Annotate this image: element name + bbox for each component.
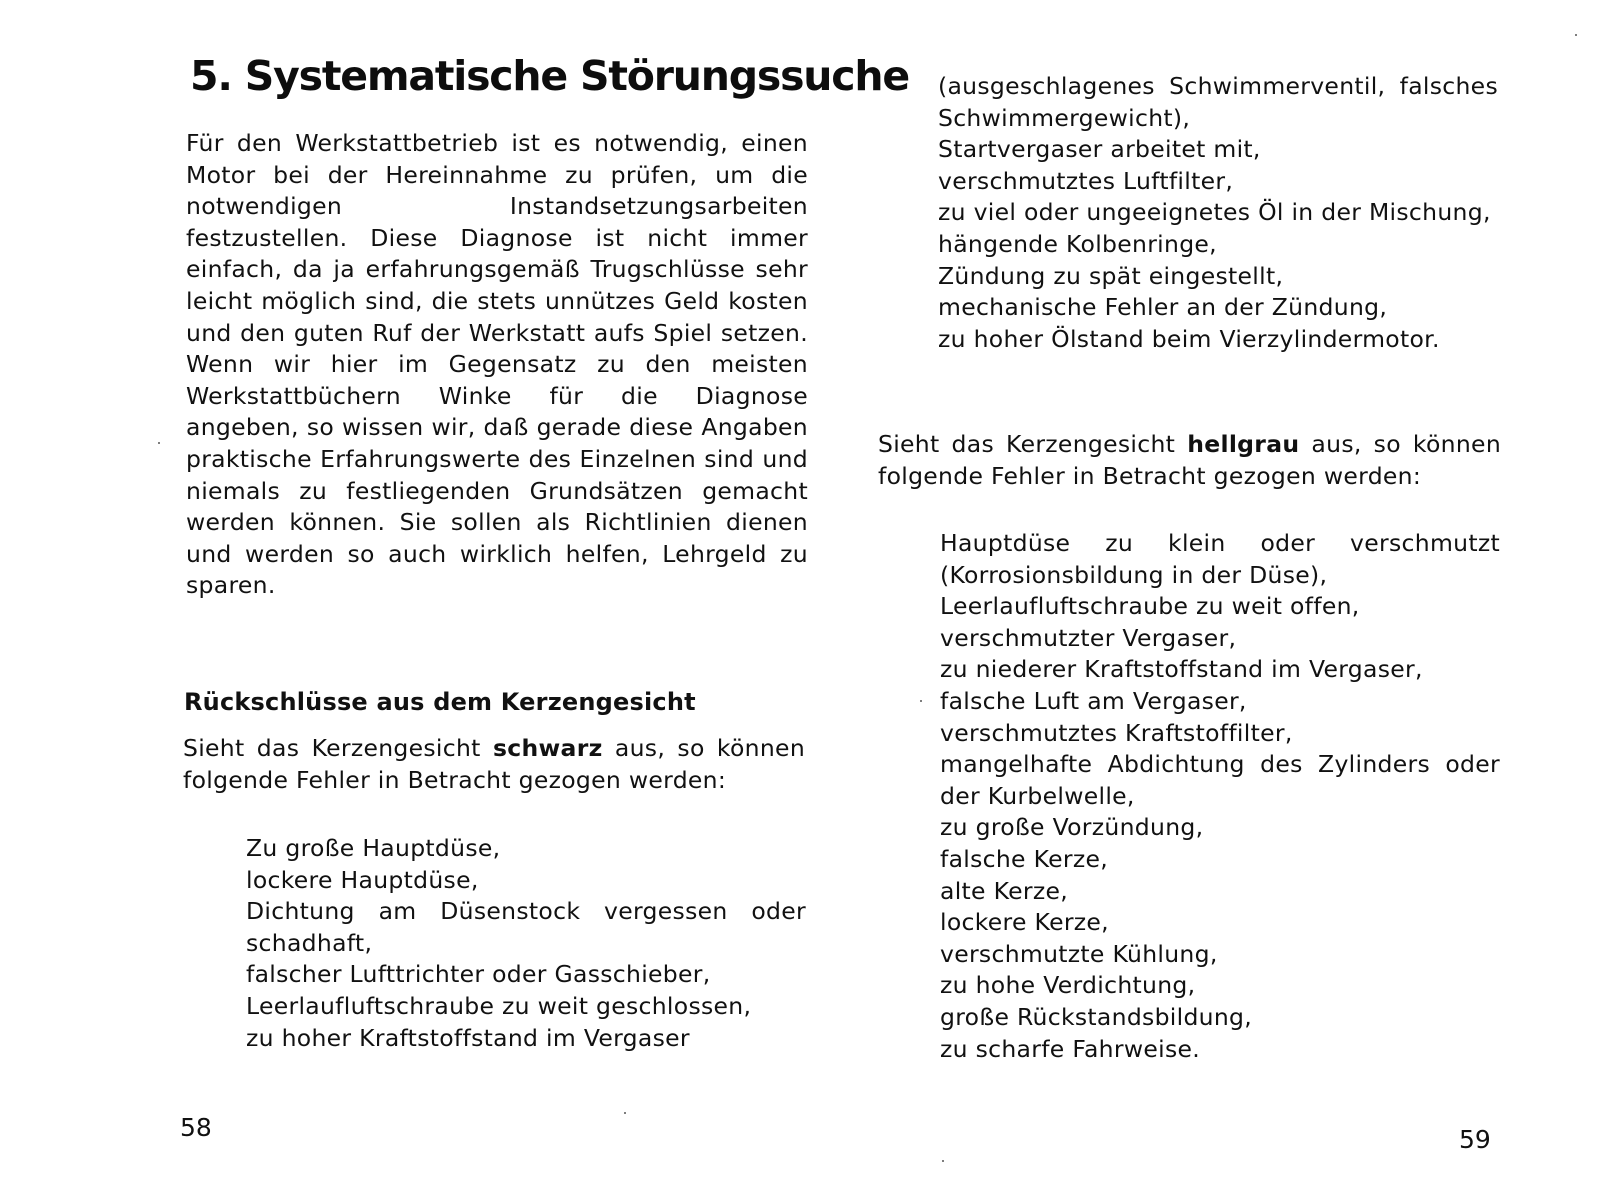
list-item: zu hohe Verdichtung,: [940, 971, 1196, 1000]
scan-speck: [158, 442, 160, 444]
list-item: Zündung zu spät eingestellt,: [938, 261, 1284, 290]
list-item: verschmutztes Kraftstoffilter,: [940, 718, 1293, 747]
grey-plug-paragraph: [878, 429, 1501, 492]
grey-keyword: hellgrau: [1187, 430, 1300, 458]
list-item: falsche Luft am Vergaser,: [940, 686, 1247, 715]
list-item: Dichtung am Düsenstock vergessen oder schadhaft,: [246, 897, 806, 957]
list-item: zu hoher Kraftstoffstand im Vergaser: [246, 1023, 690, 1052]
black-plug-paragraph: [183, 733, 805, 796]
list-item: große Rückstandsbildung,: [940, 1002, 1253, 1031]
list-item: zu scharfe Fahrweise.: [940, 1034, 1201, 1063]
list-item: verschmutzter Vergaser,: [940, 623, 1237, 652]
list-item: falsche Kerze,: [940, 844, 1109, 873]
black-fault-list: [246, 833, 806, 1054]
black-para-lead: Sieht das Kerzengesicht: [183, 734, 493, 762]
list-item: verschmutztes Luftfilter,: [938, 166, 1234, 195]
scan-speck: [1575, 34, 1577, 36]
scan-speck: [920, 700, 922, 702]
list-item: (ausgeschlagenes Schwimmerventil, falsches Schwimmergewicht),: [938, 72, 1498, 132]
chapter-title: 5. Systematische Störungssuche: [190, 52, 909, 100]
scan-speck: [624, 1112, 626, 1114]
list-item: lockere Hauptdüse,: [246, 865, 479, 894]
list-item: Hauptdüse zu klein oder verschmutzt (Korrosionsbildung in der Düse),: [940, 529, 1500, 589]
scan-speck: [942, 1160, 944, 1162]
list-item: lockere Kerze,: [940, 908, 1109, 937]
list-item: mechanische Fehler an der Zündung,: [938, 293, 1388, 322]
grey-fault-list: [940, 528, 1500, 1065]
grey-para-lead: Sieht das Kerzengesicht: [878, 430, 1188, 458]
list-item: mangelhafte Abdichtung des Zylinders oder der Kurbelwelle,: [940, 750, 1500, 810]
page-number-right: 59: [1459, 1125, 1491, 1154]
list-item: Startvergaser arbeitet mit,: [938, 135, 1261, 164]
grey-para-tail: aus, so können folgende Fehler in Betracht gezogen werden:: [878, 430, 1502, 490]
right-page: [860, 0, 1600, 1200]
black-para-tail: aus, so können folgende Fehler in Betracht gezogen werden:: [183, 734, 806, 794]
list-item: zu große Vorzündung,: [940, 813, 1204, 842]
list-item: falscher Lufttrichter oder Gasschieber,: [246, 960, 711, 989]
list-item: verschmutzte Kühlung,: [940, 939, 1218, 968]
black-fault-list-continued: [938, 71, 1498, 355]
list-item: Leerlaufluftschraube zu weit offen,: [940, 592, 1360, 621]
list-item: Zu große Hauptdüse,: [246, 834, 501, 862]
list-item: hängende Kolbenringe,: [938, 229, 1217, 258]
intro-paragraph: Für den Werkstattbetrieb ist es notwendig, einen Motor bei der Hereinnahme zu prüfen, um die notwendigen Instandsetzungsarbeiten festzustellen. Diese Diagnose ist nicht immer einfach, da ja erfahrungsgemäß Trugschlüsse sehr leicht möglich sind, die stets unnützes Geld kosten und den guten Ruf der Werkstatt aufs Spiel setzen. Wenn wir hier im Gegensatz zu den meisten Werkstattbüchern Winke für die Diagnose angeben, so wissen wir, daß gerade diese Angaben praktische Erfahrungswerte des Einzelnen sind und niemals zu festliegenden Grundsätzen gemacht werden können. Sie sollen als Richtlinien dienen und werden so auch wirklich helfen, Lehrgeld zu sparen.: [186, 129, 808, 600]
list-item: zu hoher Ölstand beim Vierzylindermotor.: [938, 324, 1440, 353]
list-item: zu viel oder ungeeignetes Öl in der Mischung,: [938, 198, 1491, 227]
list-item: Leerlaufluftschraube zu weit geschlossen,: [246, 991, 752, 1020]
page-number-left: 58: [180, 1113, 212, 1142]
list-item: zu niederer Kraftstoffstand im Vergaser,: [940, 655, 1423, 684]
list-item: alte Kerze,: [940, 876, 1068, 905]
black-keyword: schwarz: [493, 734, 603, 762]
section-heading: Rückschlüsse aus dem Kerzengesicht: [184, 688, 696, 716]
